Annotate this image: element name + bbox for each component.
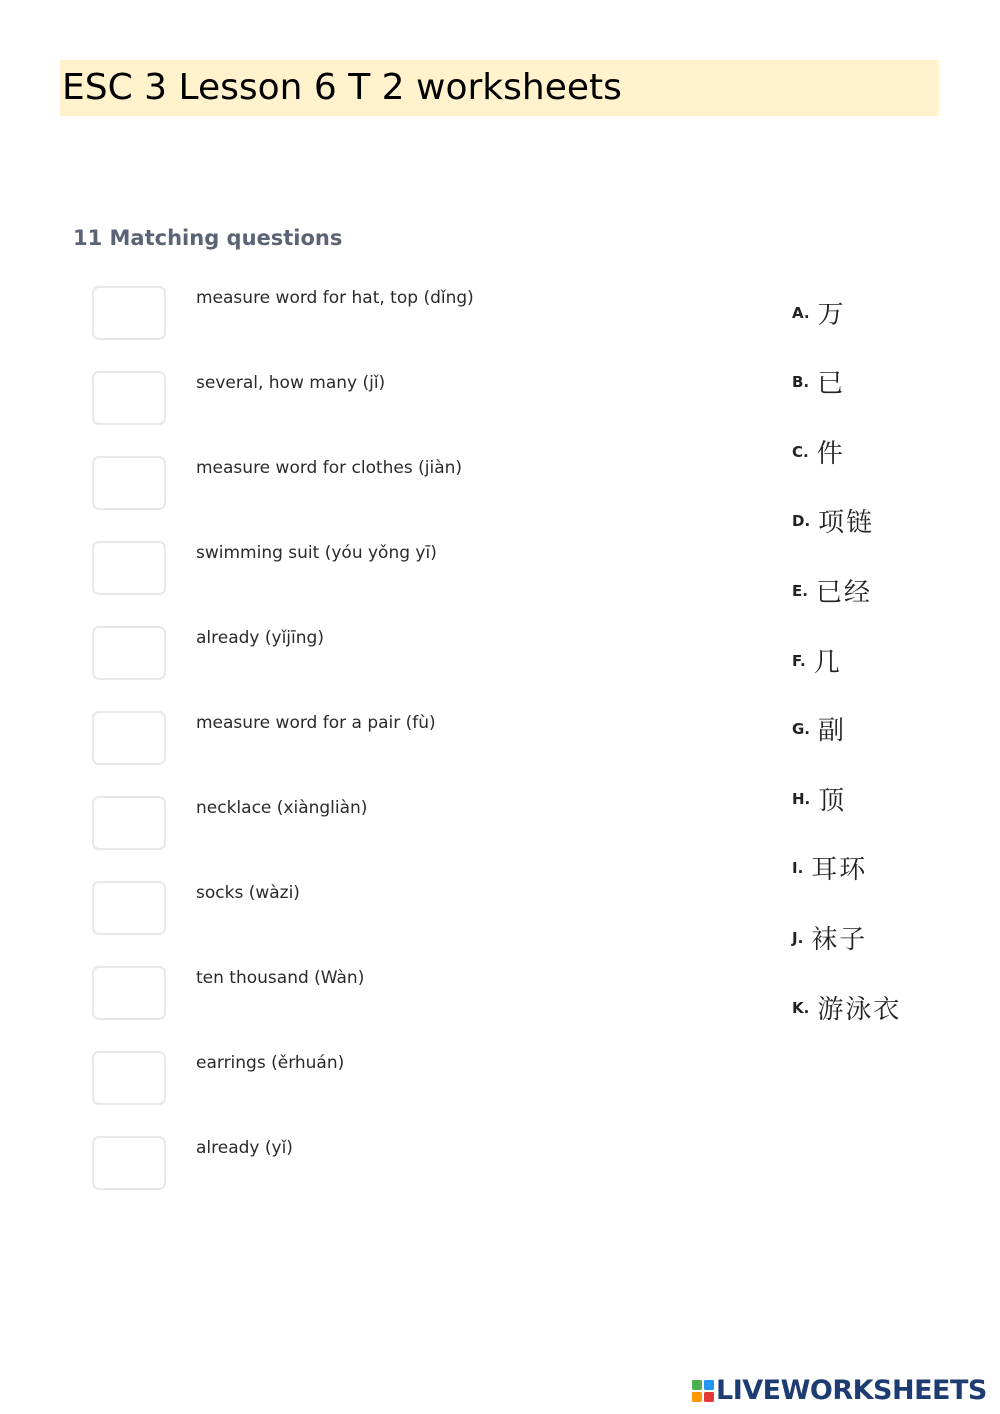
option-item — [792, 989, 901, 1029]
option-text: 项链 — [818, 508, 875, 538]
answer-drop-box[interactable] — [92, 1051, 166, 1105]
question-text: swimming suit (yóu yǒng yī) — [196, 543, 437, 563]
option-text: 几 — [813, 648, 842, 678]
answer-drop-box[interactable] — [92, 626, 166, 680]
option-letter: B. — [792, 372, 810, 391]
option-letter: E. — [792, 581, 808, 600]
option-text: 件 — [816, 439, 845, 469]
option-letter: F. — [792, 651, 806, 670]
option-letter: H. — [792, 789, 811, 808]
option-letter: C. — [792, 442, 809, 461]
question-row — [92, 796, 752, 852]
option-text: 顶 — [818, 786, 847, 816]
question-text: several, how many (jǐ) — [196, 373, 386, 393]
liveworksheets-logo — [692, 1375, 987, 1405]
question-text: ten thousand (Wàn) — [196, 968, 365, 988]
question-text: already (yǐ) — [196, 1138, 293, 1158]
option-text: 已经 — [815, 578, 872, 608]
option-item — [792, 710, 846, 750]
question-row — [92, 541, 752, 597]
question-text: already (yǐjīng) — [196, 628, 324, 648]
question-row — [92, 881, 752, 937]
question-row — [92, 286, 752, 342]
logo-tile-3 — [692, 1392, 702, 1402]
option-text: 副 — [818, 716, 847, 746]
answer-drop-box[interactable] — [92, 541, 166, 595]
logo-tiles-icon — [692, 1379, 714, 1403]
option-item — [792, 780, 846, 820]
option-text: 袜子 — [811, 925, 868, 955]
question-text: measure word for clothes (jiàn) — [196, 458, 463, 478]
logo-tile-1 — [692, 1380, 702, 1390]
option-text: 已 — [817, 369, 846, 399]
answer-drop-box[interactable] — [92, 711, 166, 765]
option-letter: G. — [792, 719, 811, 738]
answer-drop-box[interactable] — [92, 881, 166, 935]
answer-drop-box[interactable] — [92, 966, 166, 1020]
option-item — [792, 294, 846, 334]
option-letter: A. — [792, 303, 810, 322]
option-text: 万 — [817, 300, 846, 330]
answer-drop-box[interactable] — [92, 286, 166, 340]
option-letter: K. — [792, 998, 810, 1017]
logo-tile-2 — [704, 1380, 714, 1390]
option-item — [792, 363, 845, 403]
option-text: 耳环 — [811, 855, 868, 885]
worksheet-title: ESC 3 Lesson 6 T 2 worksheets — [62, 67, 622, 108]
question-row — [92, 1051, 752, 1107]
section-heading: 11 Matching questions — [73, 226, 343, 250]
question-text: earrings (ěrhuán) — [196, 1053, 345, 1073]
option-item — [792, 502, 874, 542]
option-letter: I. — [792, 858, 804, 877]
question-text: measure word for hat, top (dǐng) — [196, 288, 474, 308]
answer-drop-box[interactable] — [92, 796, 166, 850]
question-row — [92, 456, 752, 512]
option-item — [792, 849, 867, 889]
question-row — [92, 1136, 752, 1192]
option-item — [792, 919, 867, 959]
logo-text: LIVEWORKSHEETS — [716, 1375, 987, 1406]
question-row — [92, 966, 752, 1022]
option-letter: J. — [792, 928, 804, 947]
question-row — [92, 626, 752, 682]
answer-drop-box[interactable] — [92, 371, 166, 425]
question-text: measure word for a pair (fù) — [196, 713, 436, 733]
option-text: 游泳衣 — [817, 995, 902, 1025]
option-letter: D. — [792, 511, 811, 530]
question-text: socks (wàzi) — [196, 883, 300, 903]
answer-drop-box[interactable] — [92, 456, 166, 510]
option-item — [792, 642, 842, 682]
option-item — [792, 572, 872, 612]
option-item — [792, 433, 845, 473]
question-row — [92, 371, 752, 427]
question-text: necklace (xiàngliàn) — [196, 798, 368, 818]
answer-drop-box[interactable] — [92, 1136, 166, 1190]
question-row — [92, 711, 752, 767]
logo-tile-4 — [704, 1392, 714, 1402]
